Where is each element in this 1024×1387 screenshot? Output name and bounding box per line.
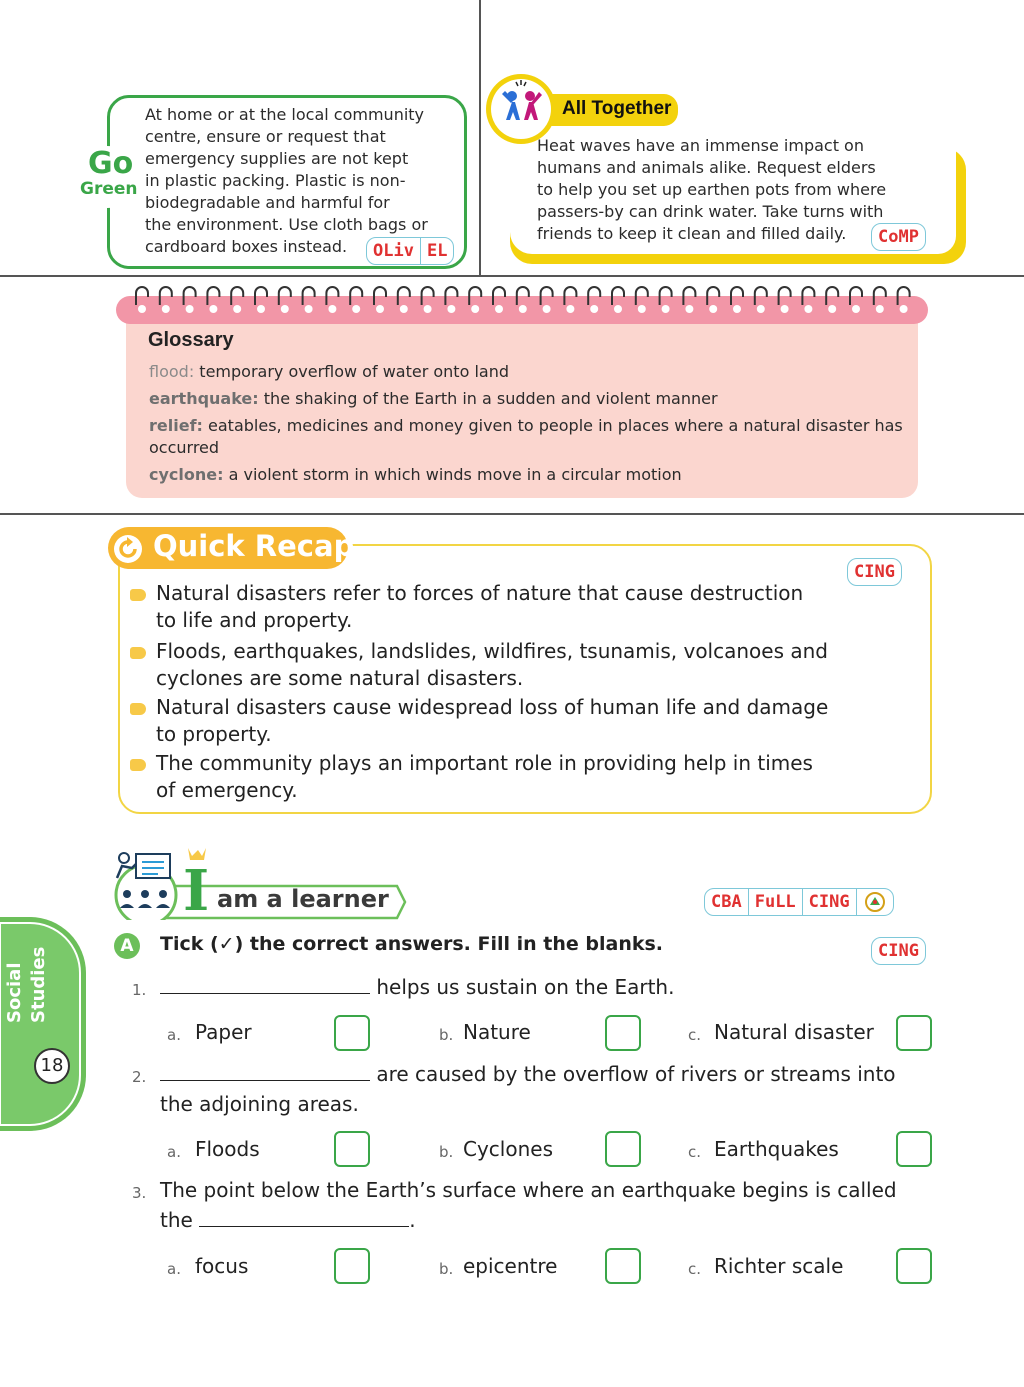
page-number: 18 bbox=[34, 1048, 70, 1084]
tag-oliv: OLiv bbox=[373, 241, 414, 261]
spiral-ring bbox=[564, 287, 576, 305]
spiral-ring bbox=[660, 287, 672, 305]
go-green-line: cardboard boxes instead. bbox=[145, 237, 348, 256]
spiral-hole bbox=[519, 305, 527, 313]
spiral-rings bbox=[132, 283, 922, 319]
answer-checkbox[interactable] bbox=[605, 1015, 641, 1051]
glossary-term: relief: bbox=[149, 416, 203, 435]
recap-item bbox=[156, 750, 896, 804]
subject-label-line: Social bbox=[4, 962, 25, 1023]
go-green-line: At home or at the local community bbox=[145, 105, 425, 124]
spiral-ring bbox=[303, 287, 315, 305]
spiral-hole bbox=[757, 305, 765, 313]
option-text: Richter scale bbox=[714, 1254, 844, 1278]
glossary-definition: a violent storm in which winds move in a circular motion bbox=[228, 465, 682, 484]
glossary-definition: temporary overflow of water onto land bbox=[199, 362, 509, 381]
go-green-line: biodegradable and harmful for bbox=[145, 193, 390, 212]
answer-checkbox[interactable] bbox=[334, 1248, 370, 1284]
spiral-hole bbox=[566, 305, 574, 313]
spiral-ring bbox=[231, 287, 243, 305]
go-green-line: in plastic packing. Plastic is non- bbox=[145, 171, 406, 190]
option-letter: a. bbox=[167, 1143, 181, 1161]
spiral-ring bbox=[493, 287, 505, 305]
bullet-icon bbox=[130, 703, 146, 715]
option-text: Nature bbox=[463, 1020, 531, 1044]
spiral-hole bbox=[328, 305, 336, 313]
tag-full: FuLL bbox=[748, 889, 802, 915]
question-1 bbox=[160, 972, 674, 1002]
glossary-definition: eatables, medicines and money given to people in places where a natural disaster has occurred bbox=[149, 416, 903, 457]
option-letter: c. bbox=[688, 1026, 702, 1044]
glossary-term: cyclone: bbox=[149, 465, 224, 484]
tag-cba: CBA bbox=[711, 892, 742, 912]
spiral-hole bbox=[424, 305, 432, 313]
question-text: the bbox=[160, 1208, 193, 1232]
question-text: are caused by the overflow of rivers or streams into bbox=[376, 1062, 896, 1086]
glossary-title: Glossary bbox=[148, 329, 234, 351]
all-together-line: humans and animals alike. Request elders bbox=[537, 158, 876, 177]
exercise-instruction: Tick (✓) the correct answers. Fill in the blanks. bbox=[160, 933, 664, 955]
option-letter: a. bbox=[167, 1260, 181, 1278]
recap-line: to property. bbox=[156, 722, 272, 746]
question-number: 3. bbox=[132, 1184, 147, 1202]
option-text: Cyclones bbox=[463, 1137, 553, 1161]
spiral-ring bbox=[279, 287, 291, 305]
spiral-ring bbox=[326, 287, 338, 305]
subject-label-line: Studies bbox=[28, 946, 49, 1023]
go-green-badge-green: Green bbox=[80, 179, 138, 199]
all-together-line: Heat waves have an immense impact on bbox=[537, 136, 864, 155]
option-letter: b. bbox=[439, 1143, 454, 1161]
glossary-divider bbox=[0, 513, 1024, 515]
spiral-hole bbox=[233, 305, 241, 313]
fill-blank[interactable] bbox=[160, 993, 370, 994]
spiral-ring bbox=[898, 287, 910, 305]
spiral-ring bbox=[398, 287, 410, 305]
answer-checkbox[interactable] bbox=[334, 1015, 370, 1051]
spiral-hole bbox=[447, 305, 455, 313]
spiral-ring bbox=[826, 287, 838, 305]
refresh-icon bbox=[113, 534, 143, 564]
option-letter: b. bbox=[439, 1026, 454, 1044]
glossary-item-relief bbox=[149, 415, 909, 459]
go-green-line: centre, ensure or request that bbox=[145, 127, 386, 146]
glossary-item-earthquake bbox=[149, 388, 909, 410]
spiral-hole bbox=[733, 305, 741, 313]
spiral-ring bbox=[160, 287, 172, 305]
spiral-ring bbox=[731, 287, 743, 305]
option-letter: b. bbox=[439, 1260, 454, 1278]
answer-checkbox[interactable] bbox=[896, 1015, 932, 1051]
spiral-ring bbox=[707, 287, 719, 305]
glossary-definition: the shaking of the Earth in a sudden and violent manner bbox=[263, 389, 718, 408]
answer-checkbox[interactable] bbox=[896, 1248, 932, 1284]
go-green-line: the environment. Use cloth bags or bbox=[145, 215, 428, 234]
top-divider bbox=[0, 275, 1024, 277]
spiral-ring bbox=[612, 287, 624, 305]
spiral-ring bbox=[802, 287, 814, 305]
spiral-hole bbox=[900, 305, 908, 313]
recap-line: The community plays an important role in providing help in times bbox=[156, 751, 813, 775]
option-letter: a. bbox=[167, 1026, 181, 1044]
recap-line: Natural disasters cause widespread loss of human life and damage bbox=[156, 695, 829, 719]
all-together-title: All Together bbox=[562, 98, 672, 119]
spiral-hole bbox=[543, 305, 551, 313]
tag-comp: CoMP bbox=[878, 227, 919, 247]
spiral-ring bbox=[255, 287, 267, 305]
bullet-icon bbox=[130, 589, 146, 601]
recap-line: cyclones are some natural disasters. bbox=[156, 666, 524, 690]
recap-line: of emergency. bbox=[156, 778, 298, 802]
spiral-ring bbox=[469, 287, 481, 305]
spiral-hole bbox=[590, 305, 598, 313]
glossary-item-flood bbox=[149, 361, 909, 383]
option-text: epicentre bbox=[463, 1254, 558, 1278]
go-green-badge-go: Go bbox=[88, 146, 134, 181]
question-number: 1. bbox=[132, 981, 147, 999]
spiral-hole bbox=[257, 305, 265, 313]
spiral-ring bbox=[517, 287, 529, 305]
go-green-tags bbox=[366, 237, 454, 265]
spiral-hole bbox=[376, 305, 384, 313]
bullet-icon bbox=[130, 759, 146, 771]
spiral-hole bbox=[495, 305, 503, 313]
spiral-hole bbox=[614, 305, 622, 313]
option-text: Floods bbox=[195, 1137, 260, 1161]
spiral-hole bbox=[400, 305, 408, 313]
answer-checkbox[interactable] bbox=[605, 1131, 641, 1167]
option-letter: c. bbox=[688, 1260, 702, 1278]
question-text: . bbox=[409, 1208, 416, 1232]
exercise-tags bbox=[871, 937, 926, 965]
spiral-hole bbox=[162, 305, 170, 313]
spiral-hole bbox=[209, 305, 217, 313]
fill-blank[interactable] bbox=[160, 1080, 370, 1081]
spiral-ring bbox=[445, 287, 457, 305]
spiral-hole bbox=[709, 305, 717, 313]
fill-blank[interactable] bbox=[199, 1226, 409, 1227]
recap-line: Floods, earthquakes, landslides, wildfires, tsunamis, volcanoes and bbox=[156, 639, 828, 663]
question-number: 2. bbox=[132, 1068, 147, 1086]
sdg-emblem-icon bbox=[856, 889, 893, 915]
spiral-hole bbox=[662, 305, 670, 313]
option-text: focus bbox=[195, 1254, 249, 1278]
recap-item bbox=[156, 580, 896, 634]
spiral-hole bbox=[281, 305, 289, 313]
spiral-hole bbox=[352, 305, 360, 313]
recap-line: to life and property. bbox=[156, 608, 353, 632]
column-divider bbox=[479, 0, 481, 276]
answer-checkbox[interactable] bbox=[605, 1248, 641, 1284]
tag-cing: CING bbox=[802, 889, 856, 915]
spiral-hole bbox=[852, 305, 860, 313]
tag-el: EL bbox=[420, 238, 453, 264]
glossary-term: flood: bbox=[149, 362, 195, 381]
spiral-hole bbox=[828, 305, 836, 313]
question-text: helps us sustain on the Earth. bbox=[376, 975, 675, 999]
spiral-ring bbox=[588, 287, 600, 305]
spiral-ring bbox=[422, 287, 434, 305]
answer-checkbox[interactable] bbox=[896, 1131, 932, 1167]
spiral-ring bbox=[541, 287, 553, 305]
go-green-text bbox=[145, 104, 455, 258]
tag-cing: CING bbox=[878, 941, 919, 961]
all-together-line: to help you set up earthen pots from where bbox=[537, 180, 887, 199]
tag-cing: CING bbox=[854, 562, 895, 582]
subject-label bbox=[3, 946, 73, 1023]
spiral-hole bbox=[471, 305, 479, 313]
section-a-badge: A bbox=[114, 933, 140, 959]
spiral-hole bbox=[638, 305, 646, 313]
spiral-hole bbox=[685, 305, 693, 313]
spiral-ring bbox=[779, 287, 791, 305]
spiral-ring bbox=[184, 287, 196, 305]
question-3 bbox=[160, 1175, 897, 1235]
spiral-ring bbox=[374, 287, 386, 305]
glossary-item-cyclone bbox=[149, 464, 909, 486]
all-together-line: friends to keep it clean and filled daily. bbox=[537, 224, 847, 243]
spiral-ring bbox=[136, 287, 148, 305]
spiral-ring bbox=[636, 287, 648, 305]
spiral-ring bbox=[874, 287, 886, 305]
glossary-term: earthquake: bbox=[149, 389, 259, 408]
learner-title: am a learner bbox=[217, 885, 389, 913]
bullet-icon bbox=[130, 647, 146, 659]
option-text: Earthquakes bbox=[714, 1137, 839, 1161]
spiral-hole bbox=[781, 305, 789, 313]
question-text: the adjoining areas. bbox=[160, 1092, 359, 1116]
spiral-hole bbox=[305, 305, 313, 313]
learner-tags bbox=[704, 888, 894, 916]
spiral-ring bbox=[350, 287, 362, 305]
go-green-line: emergency supplies are not kept bbox=[145, 149, 409, 168]
spiral-hole bbox=[138, 305, 146, 313]
spiral-hole bbox=[876, 305, 884, 313]
option-letter: c. bbox=[688, 1143, 702, 1161]
answer-checkbox[interactable] bbox=[334, 1131, 370, 1167]
recap-line: Natural disasters refer to forces of nature that cause destruction bbox=[156, 581, 804, 605]
spiral-ring bbox=[850, 287, 862, 305]
spiral-hole bbox=[186, 305, 194, 313]
recap-item bbox=[156, 694, 896, 748]
spiral-ring bbox=[683, 287, 695, 305]
option-text: Natural disaster bbox=[714, 1020, 874, 1044]
option-text: Paper bbox=[195, 1020, 252, 1044]
question-2 bbox=[160, 1059, 896, 1119]
question-text: The point below the Earth’s surface where an earthquake begins is called bbox=[160, 1178, 897, 1202]
all-together-line: passers-by can drink water. Take turns with bbox=[537, 202, 884, 221]
recap-item bbox=[156, 638, 896, 692]
spiral-ring bbox=[755, 287, 767, 305]
quick-recap-title: Quick Recap bbox=[153, 529, 355, 563]
learner-big-i: I bbox=[183, 858, 210, 924]
all-together-tags bbox=[871, 223, 926, 251]
spiral-hole bbox=[804, 305, 812, 313]
spiral-ring bbox=[207, 287, 219, 305]
